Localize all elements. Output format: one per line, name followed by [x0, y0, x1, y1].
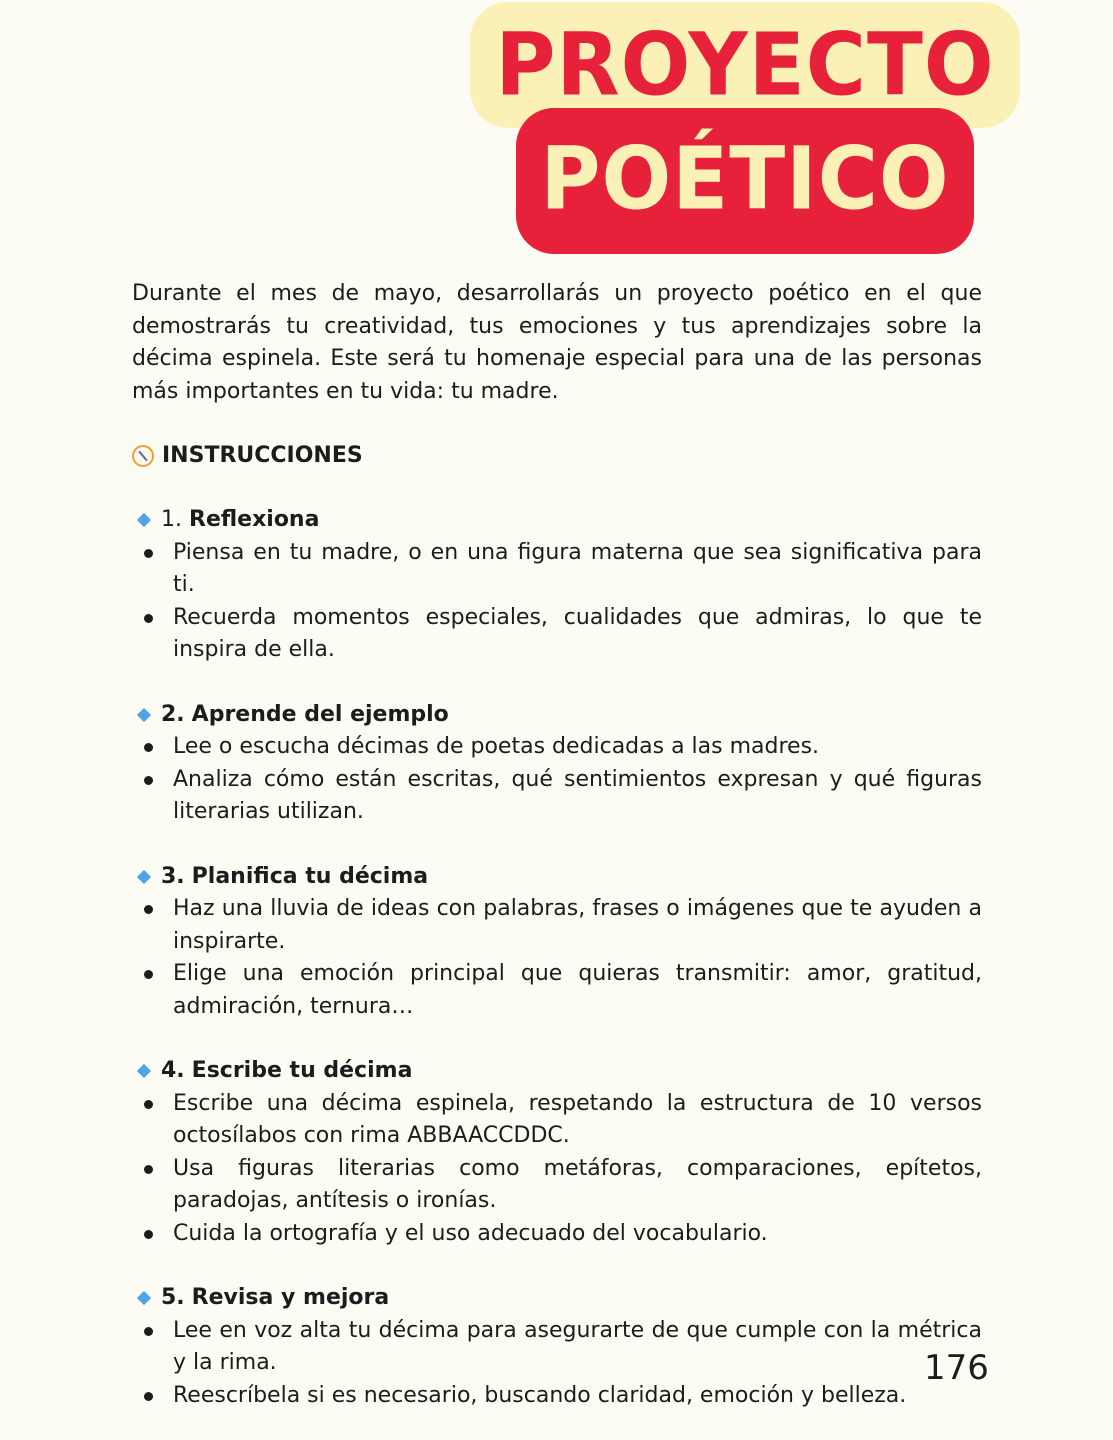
bullet-list: [132, 537, 982, 667]
section-title-label: Reflexiona: [189, 507, 320, 532]
list-item: Lee en voz alta tu décima para asegurarte de que cumple con la métrica y la rima.: [132, 1315, 982, 1380]
bullet-list: [132, 1088, 982, 1251]
section-title: [132, 504, 982, 537]
section-title-label: Escribe tu décima: [191, 1058, 413, 1083]
list-item: Haz una lluvia de ideas con palabras, frases o imágenes que te ayuden a inspirarte.: [132, 893, 982, 958]
section-number: 5.: [161, 1285, 185, 1310]
diamond-icon: [137, 1291, 151, 1305]
list-item: Reescríbela si es necesario, buscando claridad, emoción y belleza.: [132, 1380, 982, 1413]
bullet-list: [132, 893, 982, 1023]
instructions-heading-label: INSTRUCCIONES: [162, 443, 363, 468]
instructions-heading: [132, 440, 982, 472]
section-reflexiona: [132, 504, 982, 667]
list-item: Elige una emoción principal que quieras transmitir: amor, gratitud, admiración, ternura…: [132, 958, 982, 1023]
section-number: 4.: [161, 1058, 185, 1083]
section-escribe: [132, 1055, 982, 1250]
diamond-icon: [137, 708, 151, 722]
intro-paragraph: Durante el mes de mayo, desarrollarás un proyecto poético en el que demostrarás tu creatividad, tus emociones y tus aprendizajes sobre la décima espinela. Este será tu homenaje especial para una de las personas más importantes en tu vida: tu madre.: [132, 281, 982, 404]
list-item: Piensa en tu madre, o en una figura materna que sea significativa para ti.: [132, 537, 982, 602]
section-title: [132, 861, 982, 894]
section-title-label: Aprende del ejemplo: [191, 701, 449, 727]
list-item: Lee o escucha décimas de poetas dedicadas a las madres.: [132, 731, 982, 764]
section-number: 3.: [161, 863, 185, 889]
section-planifica: [132, 861, 982, 1024]
compass-icon: [132, 445, 154, 467]
list-item: Escribe una décima espinela, respetando la estructura de 10 versos octosílabos con rima ABBAACCDDC.: [132, 1088, 982, 1153]
section-aprende: [132, 699, 982, 829]
diamond-icon: [137, 870, 151, 884]
diamond-icon: [137, 513, 151, 527]
section-number: 1.: [161, 507, 182, 532]
title-line-2: POÉTICO: [540, 129, 950, 230]
section-number: 2.: [161, 701, 185, 727]
section-title: [132, 699, 982, 732]
title-line-1: PROYECTO: [495, 15, 995, 116]
bullet-list: [132, 1315, 982, 1413]
section-title-label: Planifica tu décima: [191, 863, 429, 889]
list-item: Recuerda momentos especiales, cualidades que admiras, lo que te inspira de ella.: [132, 602, 982, 667]
bullet-list: [132, 731, 982, 829]
list-item: Analiza cómo están escritas, qué sentimientos expresan y qué figuras literarias utilizan.: [132, 764, 982, 829]
list-item: Usa figuras literarias como metáforas, comparaciones, epítetos, paradojas, antítesis o ironías.: [132, 1153, 982, 1218]
document-body: [132, 278, 982, 1412]
section-title: [132, 1282, 982, 1315]
diamond-icon: [137, 1064, 151, 1078]
list-item: Cuida la ortografía y el uso adecuado del vocabulario.: [132, 1218, 982, 1251]
section-title: [132, 1055, 982, 1088]
section-revisa: [132, 1282, 982, 1412]
section-title-label: Revisa y mejora: [191, 1285, 390, 1310]
page-number: 176: [924, 1348, 989, 1388]
